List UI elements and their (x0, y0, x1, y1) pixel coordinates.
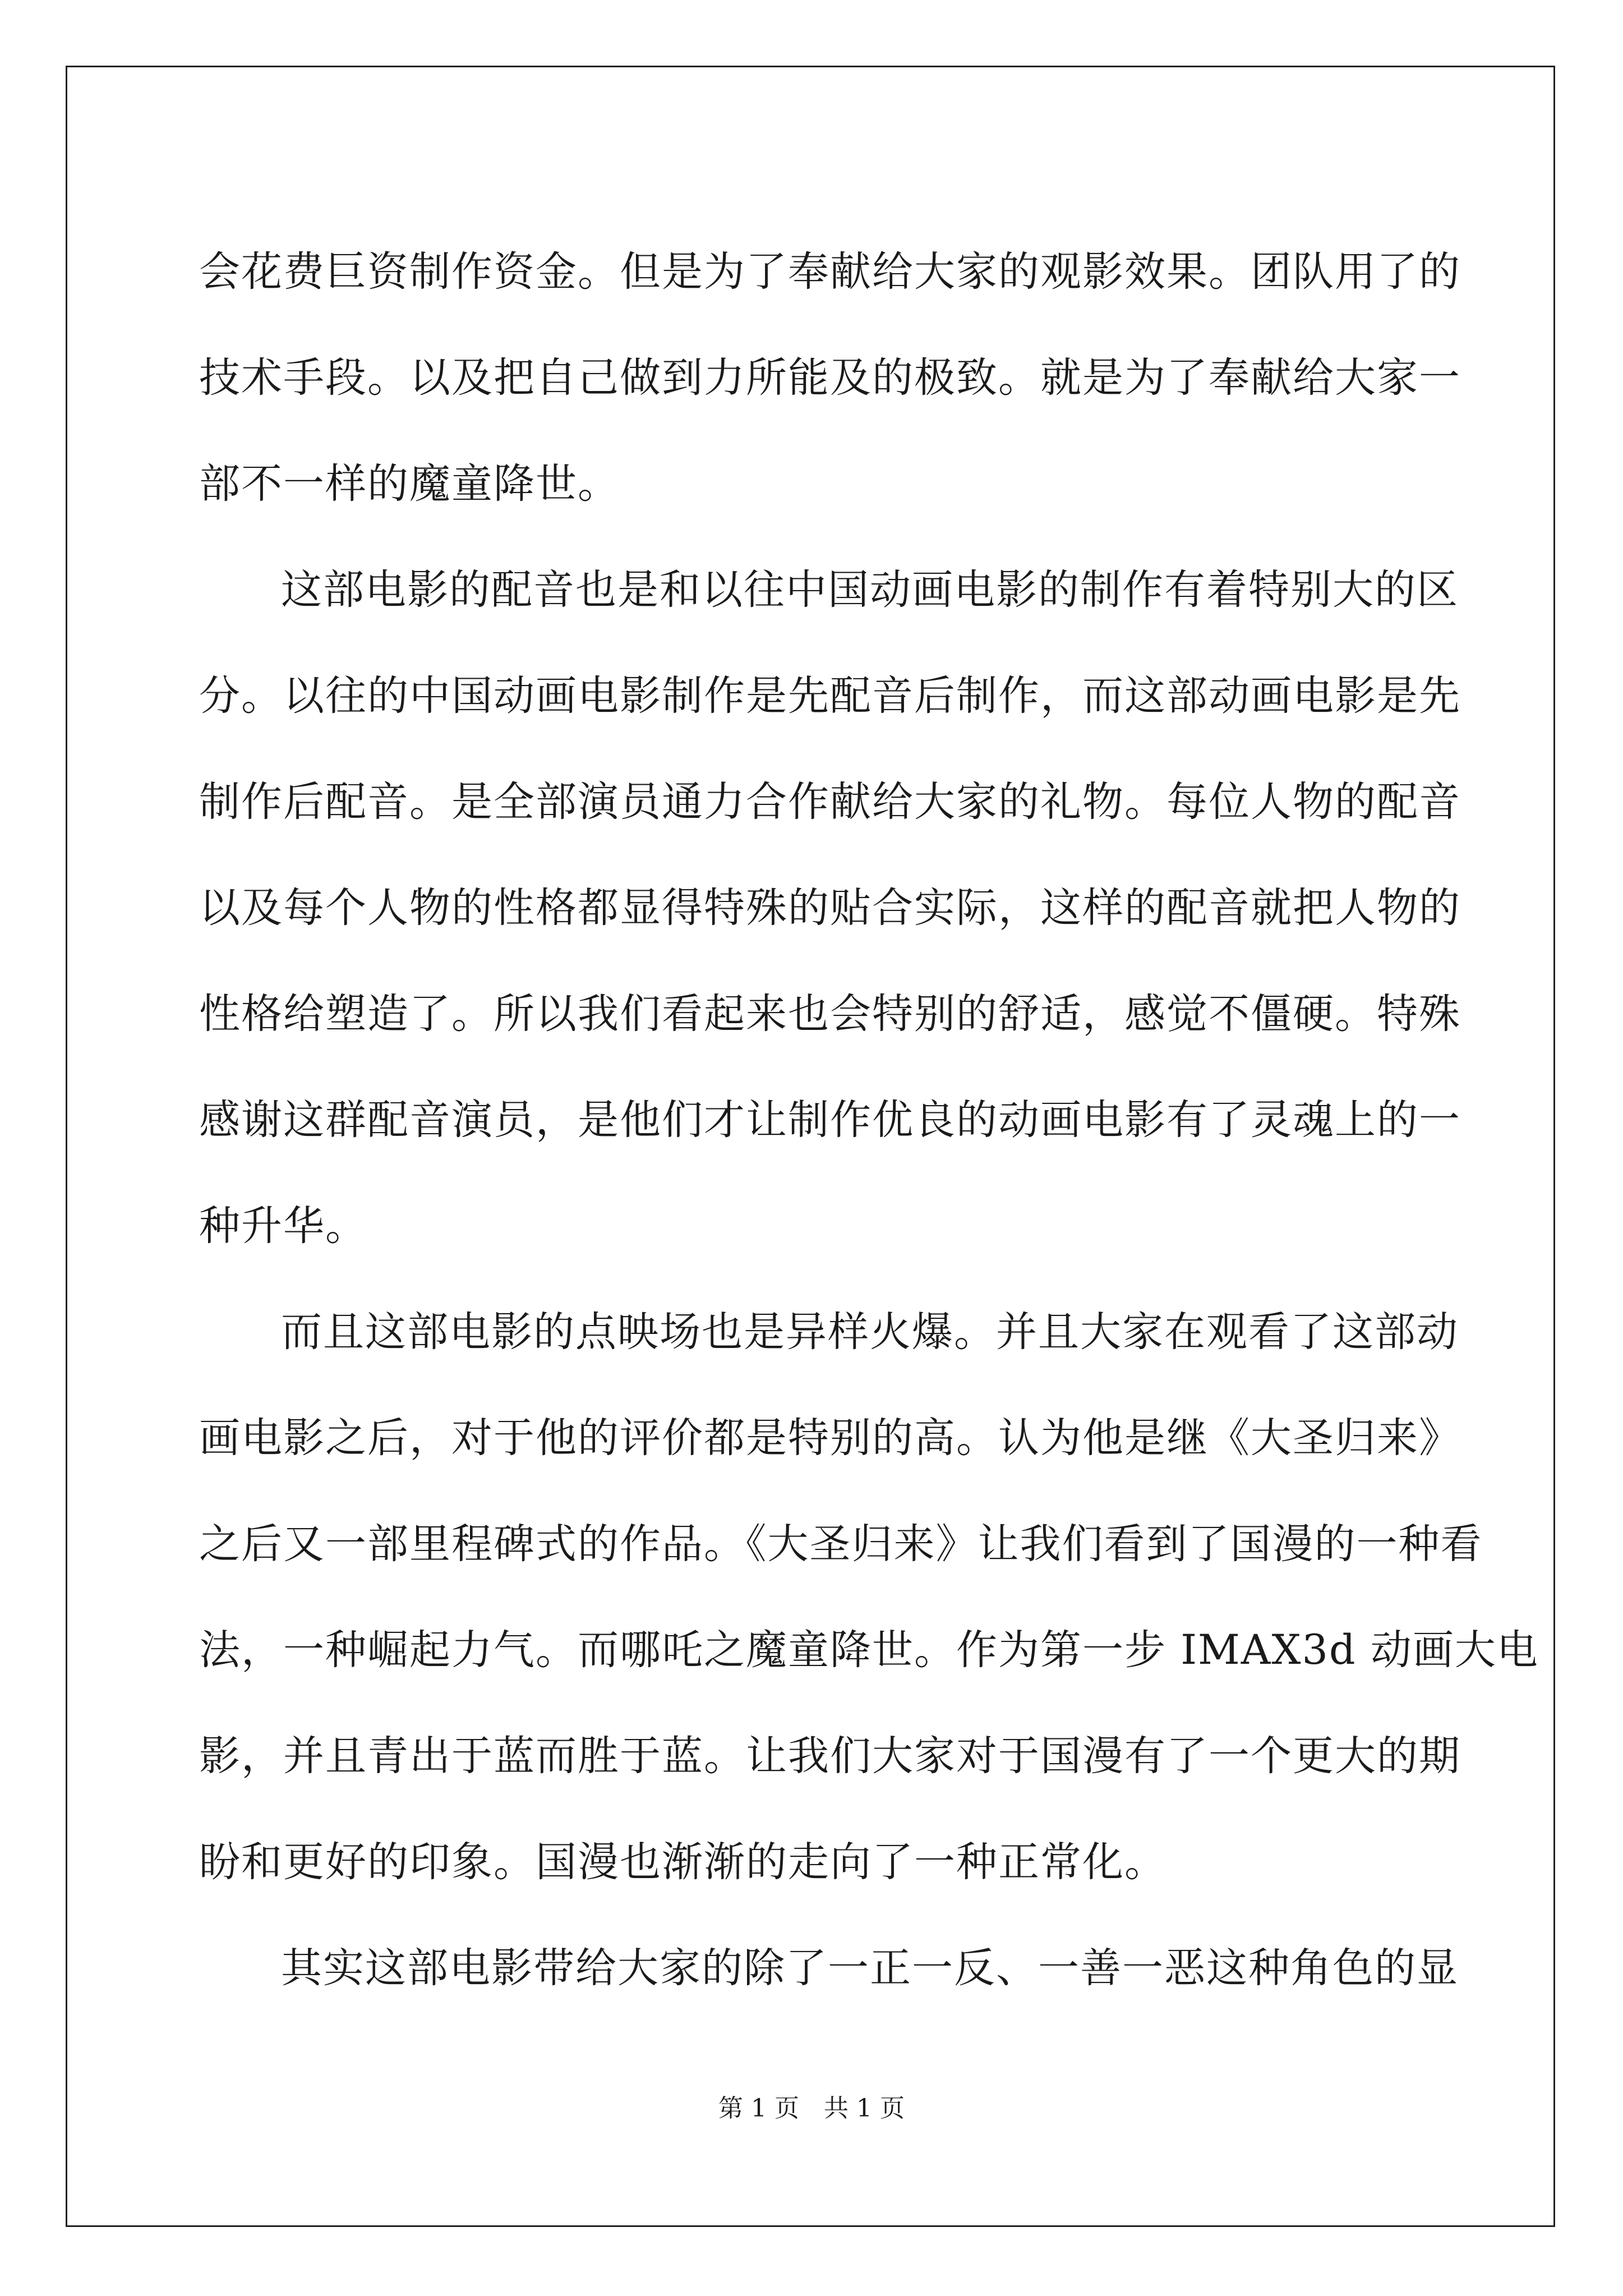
page-number-footer: 第 1 页 共 1 页 (718, 2094, 905, 2123)
text-line: 部不一样的魔童降世。 (199, 460, 620, 508)
text-line: 影，并且青出于蓝而胜于蓝。让我们大家对于国漫有了一个更大的期 (199, 1732, 1461, 1780)
text-line: 制作后配音。是全部演员通力合作献给大家的礼物。每位人物的配音 (199, 778, 1461, 826)
text-line: 性格给塑造了。所以我们看起来也会特别的舒适，感觉不僵硬。特殊 (199, 990, 1461, 1038)
text-line: 以及每个人物的性格都显得特殊的贴合实际，这样的配音就把人物的 (199, 884, 1461, 932)
document-body (199, 219, 1539, 2021)
text-line: 会花费巨资制作资金。但是为了奉献给大家的观影效果。团队用了的 (199, 248, 1461, 296)
text-line: 种升华。 (199, 1202, 367, 1250)
text-line: 感谢这群配音演员，是他们才让制作优良的动画电影有了灵魂上的一 (199, 1096, 1461, 1144)
text-line: 分。以往的中国动画电影制作是先配音后制作，而这部动画电影是先 (199, 672, 1461, 720)
text-line: 法，一种崛起力气。而哪吒之魔童降世。作为第一步 IMAX3d 动画大电 (199, 1626, 1539, 1674)
text-line: 之后又一部里程碑式的作品。《大圣归来》让我们看到了国漫的一种看 (199, 1520, 1483, 1568)
text-line: 其实这部电影带给大家的除了一正一反、一善一恶这种角色的显 (281, 1944, 1459, 1992)
text-line: 这部电影的配音也是和以往中国动画电影的制作有着特别大的区 (281, 566, 1459, 614)
text-line: 技术手段。以及把自己做到力所能及的极致。就是为了奉献给大家一 (199, 354, 1461, 402)
text-line: 画电影之后，对于他的评价都是特别的高。认为他是继《大圣归来》 (199, 1414, 1461, 1462)
text-line: 而且这部电影的点映场也是异样火爆。并且大家在观看了这部动 (281, 1308, 1459, 1356)
text-line: 盼和更好的印象。国漫也渐渐的走向了一种正常化。 (199, 1838, 1166, 1886)
